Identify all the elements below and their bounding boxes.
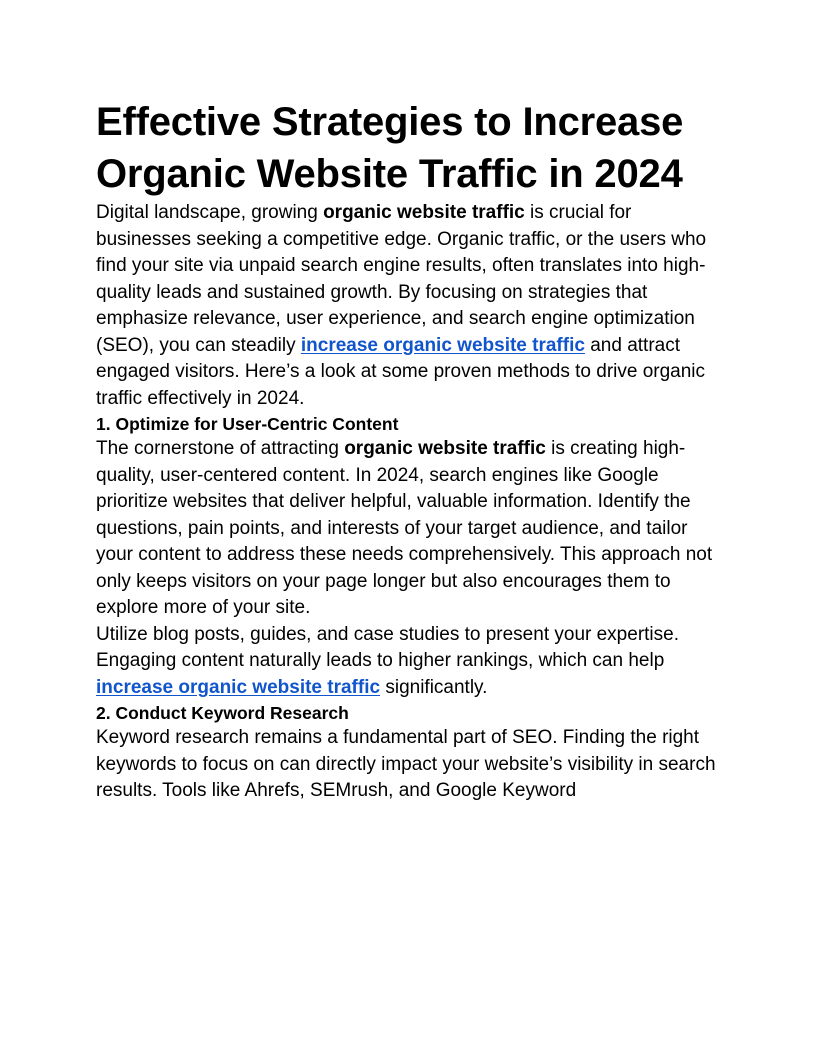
s2p1-text-1: Keyword research remains a fundamental part of SEO. Finding the right keywords to focus on can directly impact your website’s visibility in search results. Tools like Ahrefs, SEMrush, and Google Keyword [96, 727, 716, 801]
document-title: Effective Strategies to Increase Organic Website Traffic in 2024 [96, 100, 684, 196]
s1p2-text-1: Utilize blog posts, guides, and case studies to present your expertise. Engaging content naturally leads to higher rankings, which can help [96, 623, 679, 671]
intro-paragraph [96, 200, 726, 412]
section-2-paragraph-1 [96, 725, 726, 805]
intro-text-3: and attract engaged visitors. Here’s a look at some proven methods to drive organic traffic effectively in 2024. [96, 334, 706, 409]
s1p2-text-2: significantly. [380, 676, 488, 698]
s1p1-text-1: The cornerstone of attracting [96, 438, 345, 459]
section-1-heading: 1. Optimize for User-Centric Content [96, 414, 399, 434]
section-2-heading: 2. Conduct Keyword Research [96, 703, 349, 723]
intro-text-2: is crucial for businesses seeking a competitive edge. Organic traffic, or the users who find your site via unpaid search engine results, often translates into high-quality leads and sustained growth. By focusing on strategies that emphasize relevance, user experience, and search engine optimization (SEO), you can steadily [96, 202, 707, 356]
intro-bold-keyword: organic website traffic [323, 202, 525, 223]
s1p1-bold-keyword: organic website traffic [344, 438, 546, 459]
intro-text-1: Digital landscape, growing [96, 202, 324, 223]
s1p2-keyword-link[interactable]: increase organic website traffic [96, 676, 381, 698]
intro-keyword-link[interactable]: increase organic website traffic [300, 334, 585, 356]
section-1-paragraph-1 [96, 436, 726, 622]
s1p1-text-2: is creating high-quality, user-centered content. In 2024, search engines like Google prioritize websites that deliver helpful, valuable information. Identify the questions, pain points, and interests of your target audience, and tailor your content to address these needs comprehensively. This approach not only keeps visitors on your page longer but also encourages them to explore more of your site. [96, 438, 713, 618]
section-1-paragraph-2 [96, 622, 726, 702]
document-page [96, 96, 726, 805]
